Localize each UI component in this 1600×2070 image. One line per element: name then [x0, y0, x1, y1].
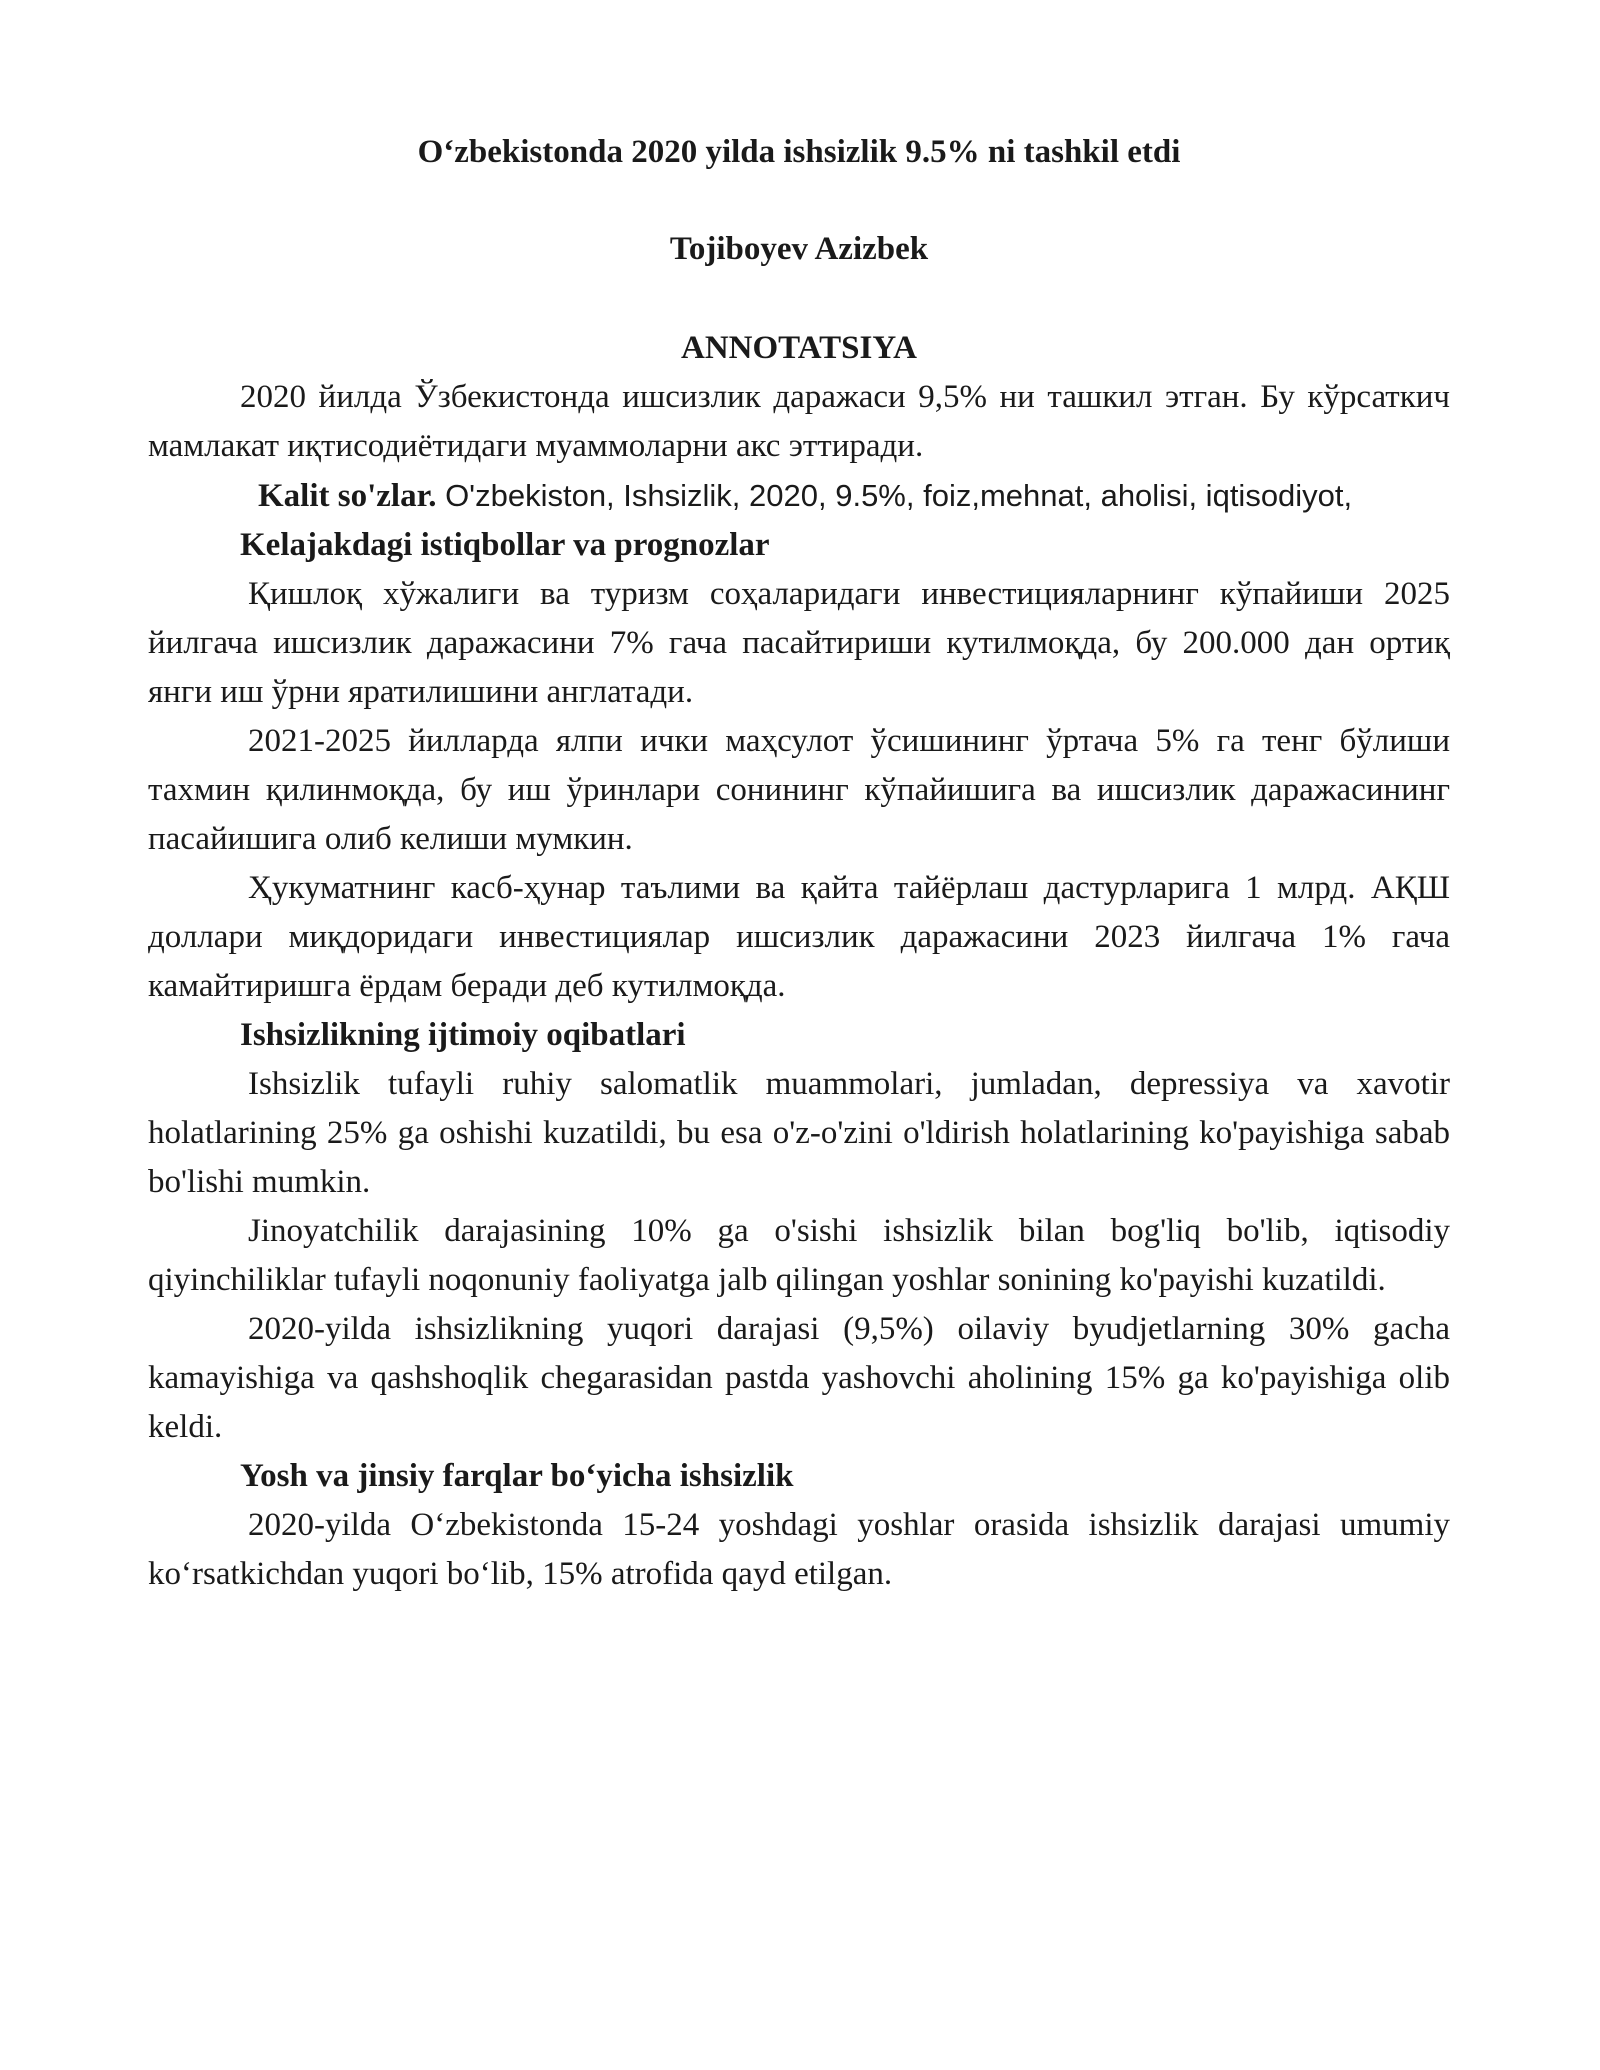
- section-heading-social-consequences: Ishsizlikning ijtimoiy oqibatlari: [240, 1017, 686, 1053]
- section-paragraph: Ҳукуматнинг касб-ҳунар таълими ва қайта тайёрлаш дастурларига 1 млрд. АҚШ доллари миқдоридаги инвестициялар ишсизлик даражасини 2023 йилгача 1% гача камайтиришга ёрдам беради деб кутилмоқда.: [148, 870, 1450, 1004]
- annotation-heading: ANNOTATSIYA: [681, 330, 917, 366]
- keywords-label: Kalit so'zlar.: [258, 478, 437, 514]
- section-heading-age-gender: Yosh va jinsiy farqlar bo‘yicha ishsizlik: [240, 1458, 794, 1494]
- section-paragraph: 2020-yilda O‘zbekistonda 15-24 yoshdagi yoshlar orasida ishsizlik darajasi umumiy ko‘rsatkichdan yuqori bo‘lib, 15% atrofida qayd etilgan.: [148, 1507, 1450, 1592]
- section-heading-prognoses: Kelajakdagi istiqbollar va prognozlar: [240, 527, 770, 563]
- keywords-paragraph: [148, 471, 1450, 521]
- section-paragraph: Ishsizlik tufayli ruhiy salomatlik muammolari, jumladan, depressiya va xavotir holatlarining 25% ga oshishi kuzatildi, bu esa o'z-o'zini o'ldirish holatlarining ko'payishiga sabab bo'lishi mumkin.: [148, 1066, 1450, 1200]
- document-title: O‘zbekistonda 2020 yilda ishsizlik 9.5% ni tashkil etdi: [417, 134, 1181, 170]
- document-author: Tojiboyev Azizbek: [669, 231, 929, 267]
- section-paragraph: 2021-2025 йилларда ялпи ички маҳсулот ўсишининг ўртача 5% га тенг бўлиши тахмин қилинмоқда, бу иш ўринлари сонининг кўпайишига ва ишсизлик даражасининг пасайишига олиб келиши мумкин.: [148, 723, 1450, 857]
- section-paragraph: Jinoyatchilik darajasining 10% ga o'sishi ishsizlik bilan bog'liq bo'lib, iqtisodiy qiyinchiliklar tufayli noqonuniy faoliyatga jalb qilingan yoshlar sonining ko'payishi kuzatildi.: [148, 1213, 1450, 1298]
- annotation-text: 2020 йилда Ўзбекистонда ишсизлик даражаси 9,5% ни ташкил этган. Бу кўрсаткич мамлакат иқтисодиётидаги муаммоларни акс эттиради.: [148, 379, 1450, 464]
- section-paragraph: Қишлоқ хўжалиги ва туризм соҳаларидаги инвестицияларнинг кўпайиши 2025 йилгача ишсизлик даражасини 7% гача пасайтириши кутилмоқда, бу 200.000 дан ортиқ янги иш ўрни яратилишини англатади.: [148, 576, 1450, 710]
- section-paragraph: 2020-yilda ishsizlikning yuqori darajasi (9,5%) oilaviy byudjetlarning 30% gacha kamayishiga va qashshoqlik chegarasidan pastda yashovchi aholining 15% ga ko'payishiga olib keldi.: [148, 1311, 1450, 1445]
- document-page: [148, 128, 1450, 1599]
- keywords-text: O'zbekiston, Ishsizlik, 2020, 9.5%, foiz,mehnat, aholisi, iqtisodiyot,: [436, 478, 1353, 513]
